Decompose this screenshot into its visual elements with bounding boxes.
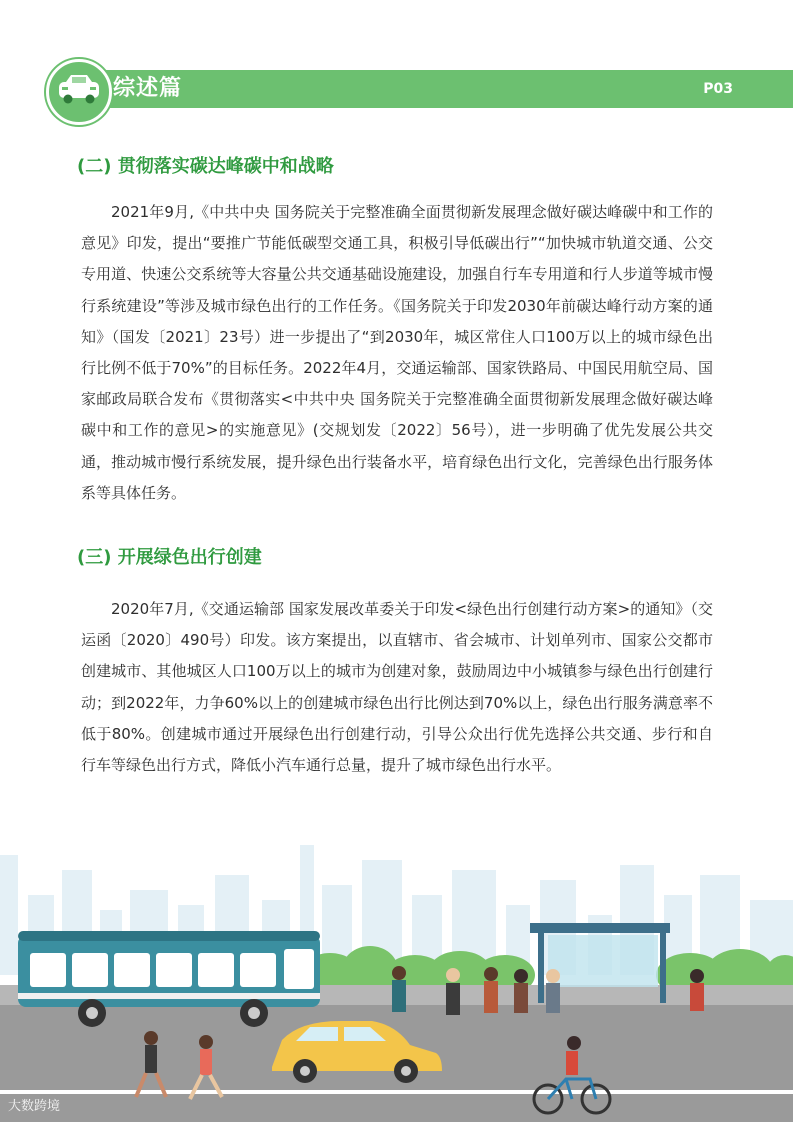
header-badge xyxy=(46,59,112,125)
car-icon xyxy=(57,74,101,106)
section-body-carbon: 2021年9月,《中共中央 国务院关于完整准确全面贯彻新发展理念做好碳达峰碳中和工作的意见》印发，提出“要推广节能低碳型交通工具，积极引导低碳出行”“加快城市轨道交通、公交专用道、快速公交系统等大容量公共交通基础设施建设，加强自行车专用道和行人步道等城市慢行系统建设”等涉及城市绿色出行的工作任务。《国务院关于印发2030年前碳达峰行动方案的通知》（国发〔2021〕23号）进一步提出了“到2030年，城区常住人口100万以上的城市绿色出行比例不低于70%”的目标任务。2022年4月，交通运输部、国家铁路局、中国民用航空局、国家邮政局联合发布《贯彻落实<中共中央 国务院关于完整准确全面贯彻新发展理念做好碳达峰碳中和工作的意见>的实施意见》(交规划发〔2022〕56号），进一步明确了优先发展公共交通，推动城市慢行系统发展，提升绿色出行装备水平，培育绿色出行文化，完善绿色出行服务体系等具体任务。 xyxy=(81,203,713,502)
road-line xyxy=(0,1090,793,1094)
page-number: P03 xyxy=(703,81,733,97)
watermark: 大数跨境 xyxy=(8,1099,61,1114)
section-heading-carbon: (二) 贯彻落实碳达峰碳中和战略 xyxy=(77,156,334,177)
header-title: 综述篇 xyxy=(113,76,183,101)
section-body-green-travel: 2020年7月,《交通运输部 国家发展改革委关于印发<绿色出行创建行动方案>的通知》（交运函〔2020〕490号）印发。该方案提出，以直辖市、省会城市、计划单列市、国家公交都市创建城市、其他城区人口100万以上的城市为创建对象，鼓励周边中小城镇参与绿色出行创建行动；到2022年，力争60%以上的创建城市绿色出行比例达到70%以上，绿色出行服务满意率不低于80%。创建城市通过开展绿色出行创建行动，引导公众出行优先选择公共交通、步行和自行车等绿色出行方式，降低小汽车通行总量，提升了城市绿色出行水平。 xyxy=(81,600,713,775)
city-street-illustration xyxy=(0,835,793,1122)
section-heading-green-travel: (三) 开展绿色出行创建 xyxy=(77,547,262,568)
